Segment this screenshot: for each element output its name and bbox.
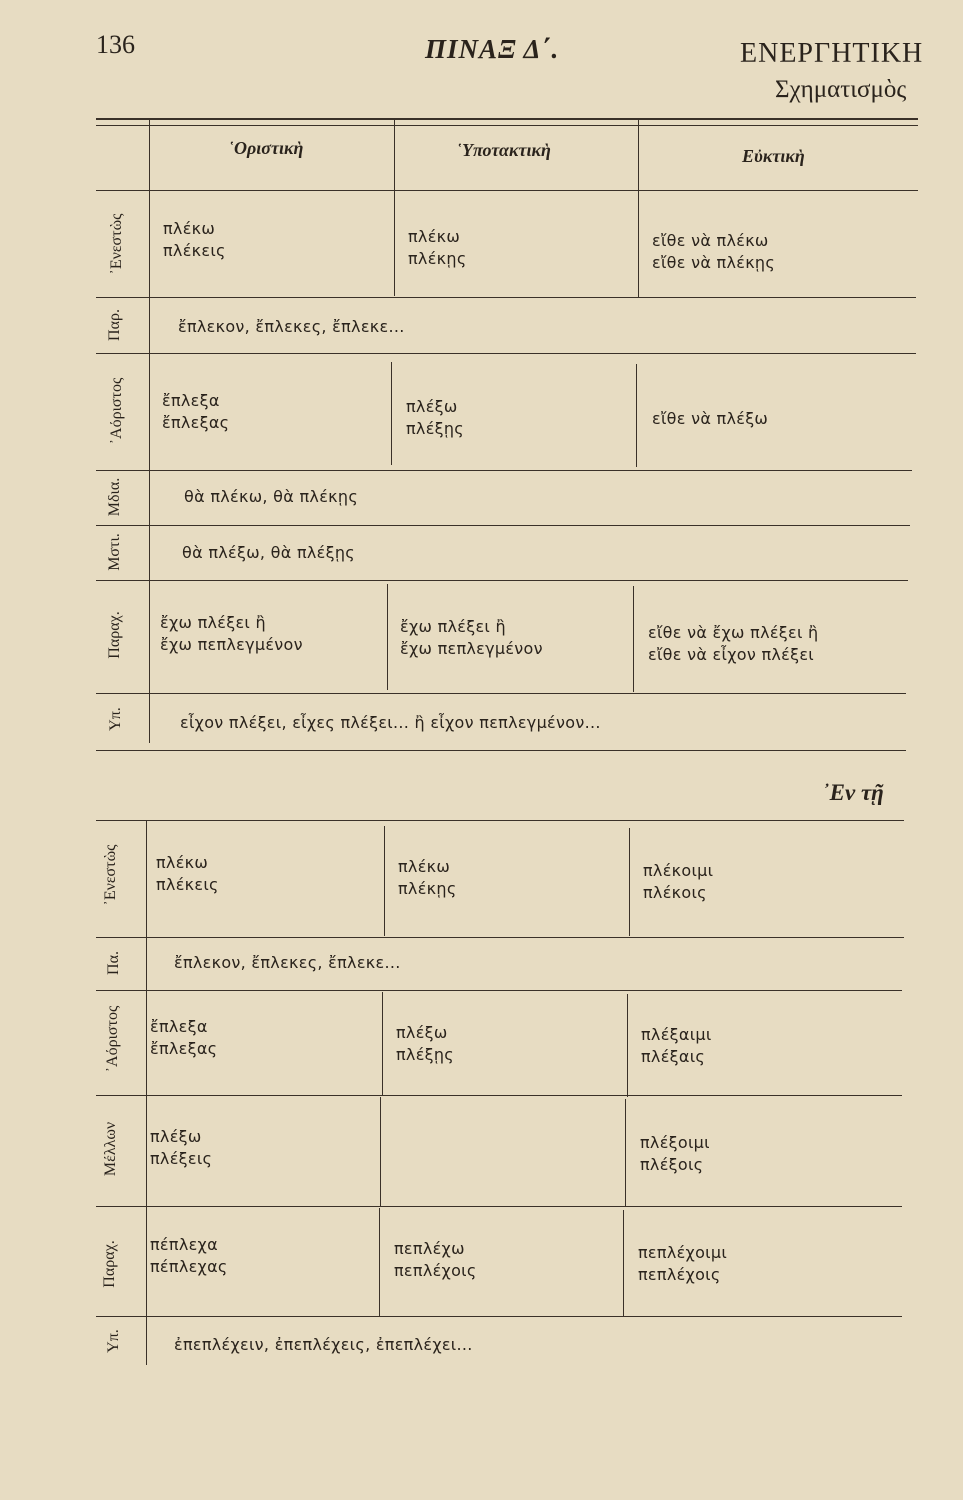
row-divider — [96, 1095, 902, 1096]
row-divider — [96, 937, 904, 938]
row-label: ᾿Ενεστὼς — [102, 844, 119, 906]
cell-text: πλέξῃς — [396, 1045, 455, 1064]
cell-text: πλέκω — [408, 227, 461, 246]
voice-heading: ΕΝΕΡΓΗΤΙΚΗ — [740, 38, 924, 69]
col-divider — [625, 1099, 626, 1207]
col-divider — [384, 826, 385, 936]
cell-text: εἴθε νὰ πλέξω — [652, 409, 769, 428]
cell-text: πέπλεχα — [150, 1235, 218, 1254]
cell-text: πεπλέχοιμι — [638, 1243, 728, 1262]
cell-text: ἔπλεξας — [162, 413, 230, 432]
row-divider — [96, 190, 918, 191]
cell-text: πλέξω — [150, 1127, 202, 1146]
label-column-divider — [146, 820, 147, 1365]
col-divider — [394, 118, 395, 296]
header-rule-top — [96, 118, 918, 120]
row-divider — [96, 1316, 902, 1317]
row-divider — [96, 820, 904, 821]
page-number: 136 — [96, 30, 135, 59]
cell-text: ἔπλεξα — [162, 391, 220, 410]
col-divider — [623, 1210, 624, 1317]
cell-text: πλέκω — [398, 857, 451, 876]
header-rule-bottom — [96, 125, 918, 126]
cell-text: πεπλέχοις — [638, 1265, 721, 1284]
row-divider — [96, 525, 910, 526]
cell-text: πέπλεχας — [150, 1257, 228, 1276]
col-divider — [391, 362, 392, 465]
cell-text: πλέκοις — [643, 883, 707, 902]
col-divider — [380, 1097, 381, 1207]
cell-text: πλέκεις — [156, 875, 219, 894]
cell-text: πεπλέχω — [394, 1239, 465, 1258]
row-divider — [96, 297, 916, 298]
cell-text: εἴθε νὰ εἶχον πλέξει — [648, 645, 815, 664]
col-divider — [633, 586, 634, 692]
cell-text: πλέκω — [156, 853, 209, 872]
cell-text: πλέκῃς — [398, 879, 457, 898]
cell-text: πλέξαις — [641, 1047, 706, 1066]
row-label: ᾿Αόριστος — [104, 1005, 121, 1073]
cell-text: πλέκῃς — [408, 249, 467, 268]
row-label: Παρ. — [106, 309, 123, 341]
col-header-indicative: ῾Οριστικὴ — [228, 138, 304, 158]
cell-text: πεπλέχοις — [394, 1261, 477, 1280]
cell-text: ἔπλεκον, ἔπλεκες, ἔπλεκε... — [174, 953, 401, 972]
cell-text: ἔπλεξα — [150, 1017, 208, 1036]
row-label: Υπ. — [105, 1329, 122, 1353]
cell-text: ἐπεπλέχειν, ἐπεπλέχεις, ἐπεπλέχει... — [174, 1335, 473, 1354]
col-divider — [629, 828, 630, 936]
row-divider — [96, 353, 916, 354]
label-column-divider — [149, 118, 150, 743]
cell-text: πλέκοιμι — [643, 861, 714, 880]
col-header-optative: Εὐκτικὴ — [742, 146, 805, 166]
row-label: Μστι. — [106, 533, 123, 571]
row-label: Μέλλων — [102, 1121, 119, 1177]
row-divider — [96, 750, 906, 751]
col-divider — [379, 1208, 380, 1316]
cell-text: πλέξω — [406, 397, 458, 416]
cell-text: ἔπλεξας — [150, 1039, 218, 1058]
col-divider — [382, 992, 383, 1095]
col-header-subjunctive: ῾Υποτακτικὴ — [456, 140, 551, 160]
cell-text: πλέξεις — [150, 1149, 213, 1168]
cell-text: εἴθε νὰ πλέκω — [652, 231, 769, 250]
cell-text: θὰ πλέκω, θὰ πλέκῃς — [184, 487, 359, 506]
cell-text: εἴθε νὰ πλέκῃς — [652, 253, 776, 272]
row-label: Υπ. — [107, 707, 124, 731]
col-divider — [627, 994, 628, 1097]
row-divider — [96, 693, 906, 694]
cell-text: ἔπλεκον, ἔπλεκες, ἔπλεκε... — [178, 317, 405, 336]
cell-text: πλέξαιμι — [641, 1025, 712, 1044]
cell-text: πλέξοιμι — [640, 1133, 710, 1152]
row-label: Παραχ. — [106, 611, 123, 659]
cell-text: πλέξῃς — [406, 419, 465, 438]
cell-text: εἶχον πλέξει, εἶχες πλέξει... ἢ εἶχον πεπλεγμένον... — [180, 713, 601, 732]
col-divider — [636, 364, 637, 467]
row-label: Μδια. — [106, 477, 123, 517]
row-divider — [96, 990, 902, 991]
col-divider — [638, 118, 639, 298]
cell-text: πλέξω — [396, 1023, 448, 1042]
row-label: ᾿Ενεστὼς — [108, 213, 125, 275]
cell-text: ἔχω πλέξει ἢ — [160, 613, 266, 632]
col-divider — [387, 584, 388, 690]
row-label: ᾿Αόριστος — [108, 377, 125, 445]
cell-text: εἴθε νὰ ἔχω πλέξει ἢ — [648, 623, 819, 642]
cell-text: πλέκω — [163, 219, 216, 238]
subtitle: Σχηματισμὸς — [775, 76, 907, 103]
row-label: Πα. — [105, 951, 122, 975]
section-title: ᾿Εν τῇ — [822, 780, 884, 805]
cell-text: ἔχω πλέξει ἢ — [400, 617, 506, 636]
cell-text: ἔχω πεπλεγμένον — [400, 639, 543, 658]
cell-text: πλέκεις — [163, 241, 226, 260]
row-divider — [96, 580, 908, 581]
table-title: ΠΙΝΑΞ Δ΄. — [425, 34, 560, 64]
cell-text: θὰ πλέξω, θὰ πλέξῃς — [182, 543, 355, 562]
row-divider — [96, 1206, 902, 1207]
cell-text: πλέξοις — [640, 1155, 704, 1174]
row-label: Παραχ. — [101, 1240, 118, 1288]
row-divider — [96, 470, 912, 471]
cell-text: ἔχω πεπλεγμένον — [160, 635, 303, 654]
